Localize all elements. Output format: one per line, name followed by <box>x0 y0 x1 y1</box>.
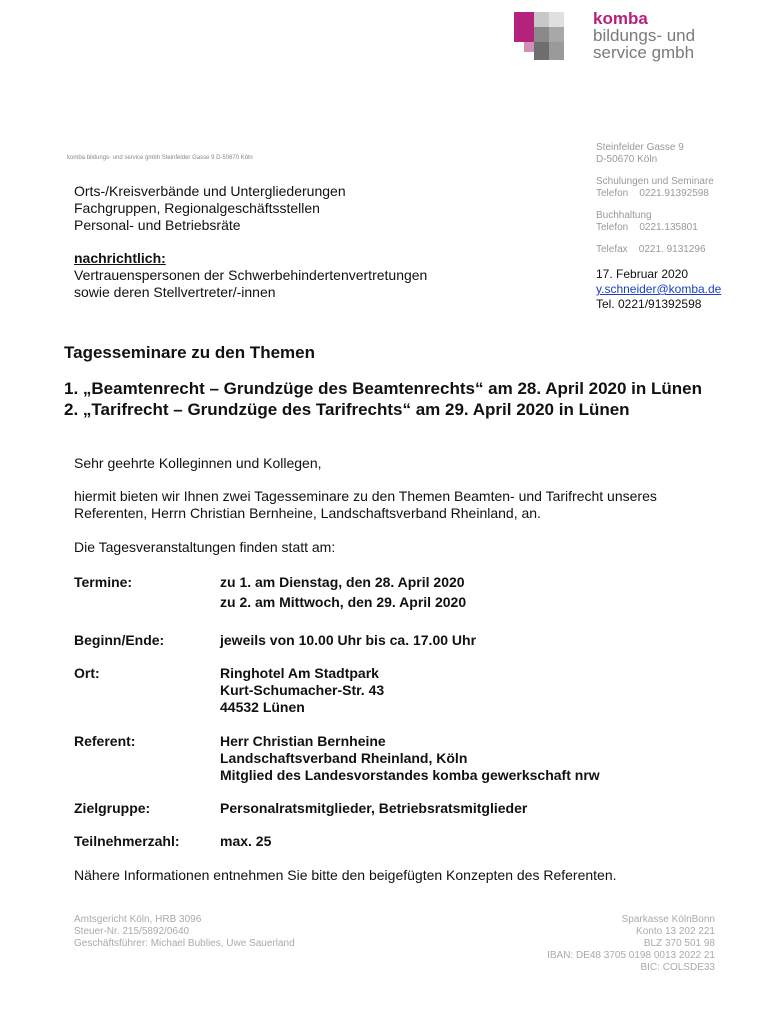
sidebar-fax: Telefax 0221. 9131296 <box>596 244 706 255</box>
salutation: Sehr geehrte Kolleginnen und Kollegen, <box>74 455 322 471</box>
detail-value <box>220 733 600 784</box>
footer-line: Sparkasse KölnBonn <box>621 914 715 925</box>
sidebar-accounting: Buchhaltung <box>596 210 652 221</box>
footer-line: Amtsgericht Köln, HRB 3096 <box>74 914 202 925</box>
detail-value <box>220 665 384 716</box>
intro-line: Referenten, Herrn Christian Bernheine, Landschaftsverband Rheinland, an. <box>74 505 541 521</box>
sidebar-accounting-phone: Telefon 0221.135801 <box>596 222 698 233</box>
recipient-line: Personal- und Betriebsräte <box>74 217 241 233</box>
logo-line-2: bildungs- und <box>593 26 696 45</box>
detail-value-line: Kurt-Schumacher-Str. 43 <box>220 682 385 698</box>
detail-label: Termine: <box>74 574 133 590</box>
recipient-line: Orts-/Kreisverbände und Untergliederungen <box>74 183 346 199</box>
logo-line-3: service gmbh <box>593 43 695 62</box>
detail-label: Referent: <box>74 733 136 749</box>
closing-text: Nähere Informationen entnehmen Sie bitte den beigefügten Konzepten des Referenten. <box>74 867 617 883</box>
topic-list <box>64 378 702 420</box>
logo-wordmark <box>593 10 695 61</box>
sidebar-seminars-phone: Telefon 0221.91392598 <box>596 188 709 199</box>
detail-value-line: Ringhotel Am Stadtpark <box>220 665 379 681</box>
detail-value-line: jeweils von 10.00 Uhr bis ca. 17.00 Uhr <box>220 632 477 648</box>
logo-line-1: komba <box>593 9 648 28</box>
recipient-block <box>74 183 346 234</box>
footer-line: BIC: COLSDE33 <box>640 962 715 973</box>
cc-block <box>74 250 427 301</box>
cc-line: Vertrauenspersonen der Schwerbehindertenvertretungen <box>74 267 428 283</box>
contact-sidebar <box>596 142 714 266</box>
footer-company-info <box>74 914 295 950</box>
intro-line: hiermit bieten wir Ihnen zwei Tagesseminare zu den Themen Beamten- und Tarifrecht unseres <box>74 488 657 504</box>
footer-line: IBAN: DE48 3705 0198 0013 2022 21 <box>547 950 715 961</box>
detail-value <box>220 800 527 817</box>
topic-item: 2. „Tarifrecht – Grundzüge des Tarifrechts“ am 29. April 2020 in Lünen <box>64 400 630 419</box>
footer-line: BLZ 370 501 98 <box>643 938 715 949</box>
email-link[interactable]: y.schneider@komba.de <box>596 282 722 296</box>
footer-line: Konto 13 202 221 <box>636 926 715 937</box>
detail-value-line: 44532 Lünen <box>220 699 305 715</box>
detail-value-line: max. 25 <box>220 833 272 849</box>
sidebar-address: D-50670 Köln <box>596 154 658 165</box>
contact-phone: Tel. 0221/91392598 <box>596 297 702 311</box>
letter-date: 17. Februar 2020 <box>596 267 689 281</box>
detail-label: Teilnehmerzahl: <box>74 833 180 849</box>
detail-value <box>220 833 271 850</box>
detail-label: Ort: <box>74 665 100 681</box>
footer-line: Geschäftsführer: Michael Bublies, Uwe Sauerland <box>74 938 295 949</box>
sender-line: komba bildungs- und service gmbh Steinfelder Gasse 9 D-50670 Köln <box>67 155 253 161</box>
detail-value <box>220 574 466 611</box>
recipient-line: Fachgruppen, Regionalgeschäftsstellen <box>74 200 320 216</box>
detail-value-line: Mitglied des Landesvorstandes komba gewerkschaft nrw <box>220 767 600 783</box>
sidebar-address: Steinfelder Gasse 9 <box>596 142 684 153</box>
detail-value-line: zu 1. am Dienstag, den 28. April 2020 <box>220 574 465 590</box>
topic-item: 1. „Beamtenrecht – Grundzüge des Beamtenrechts“ am 28. April 2020 in Lünen <box>64 379 703 398</box>
detail-value-line: Herr Christian Bernheine <box>220 733 386 749</box>
detail-label: Beginn/Ende: <box>74 632 165 648</box>
cc-line: sowie deren Stellvertreter/-innen <box>74 284 276 300</box>
detail-value-line: Personalratsmitglieder, Betriebsratsmitglieder <box>220 800 528 816</box>
date-contact-block <box>596 267 721 312</box>
detail-value <box>220 632 476 649</box>
footer-bank-info <box>547 914 715 974</box>
footer-line: Steuer-Nr. 215/5892/0640 <box>74 926 190 937</box>
detail-label: Zielgruppe: <box>74 800 151 816</box>
detail-value-line: zu 2. am Mittwoch, den 29. April 2020 <box>220 594 467 610</box>
sidebar-seminars: Schulungen und Seminare <box>596 176 714 187</box>
detail-value-line: Landschaftsverband Rheinland, Köln <box>220 750 468 766</box>
komba-logo-icon <box>514 12 564 60</box>
intro-paragraph <box>74 488 657 522</box>
events-intro: Die Tagesveranstaltungen finden statt am: <box>74 539 336 555</box>
cc-heading: nachrichtlich: <box>74 250 166 266</box>
page-title: Tagesseminare zu den Themen <box>64 343 315 362</box>
